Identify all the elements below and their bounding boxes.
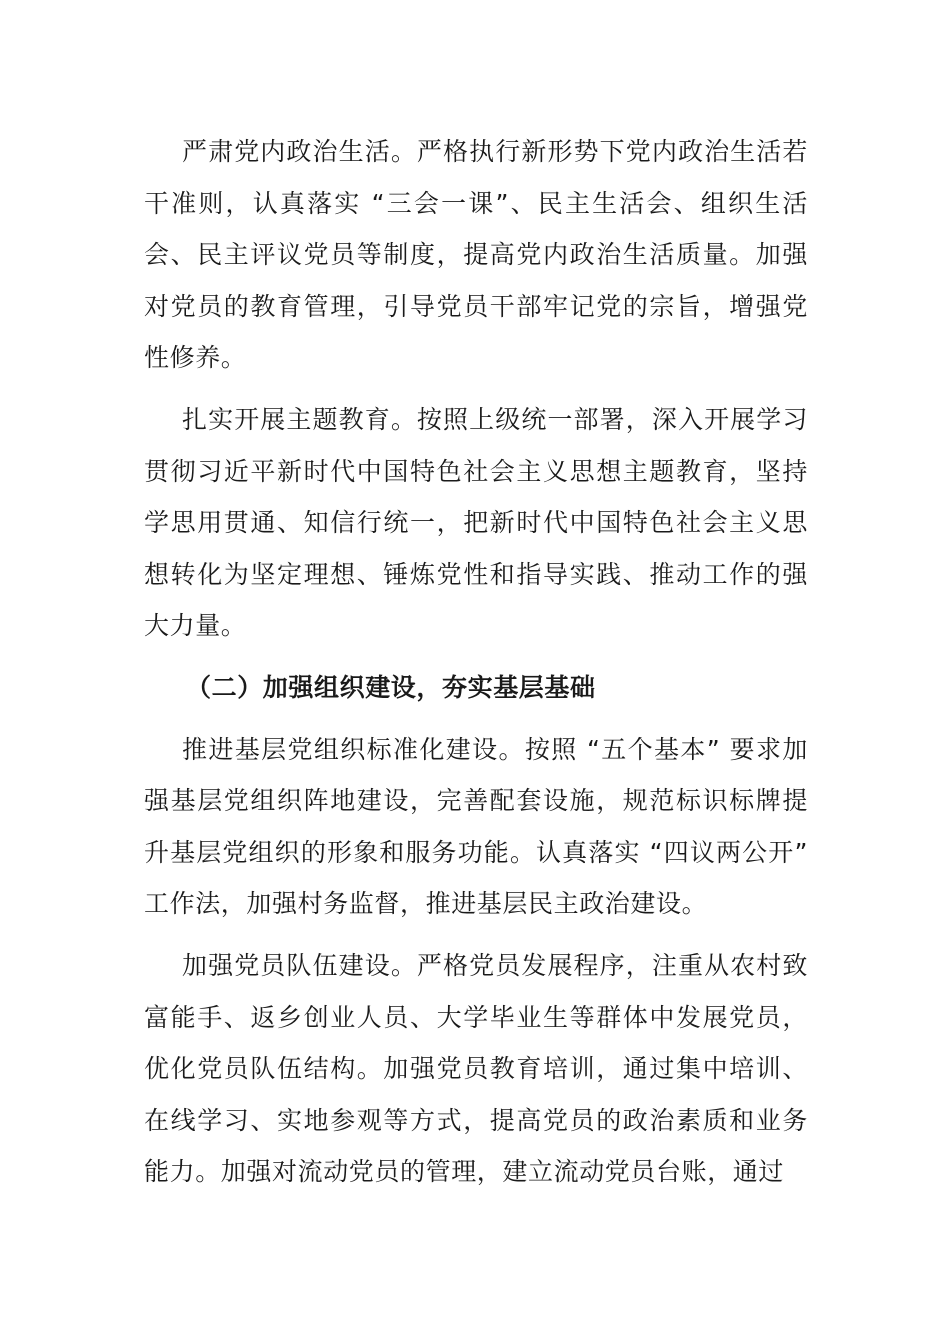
document-body bbox=[144, 126, 808, 1198]
paragraph-gap bbox=[144, 714, 808, 724]
paragraph-theme-education: 扎实开展主题教育。按照上级统一部署，深入开展学习贯彻习近平新时代中国特色社会主义思想主题教育，坚持学思用贯通、知信行统一，把新时代中国特色社会主义思想转化为坚定理想、锤炼党性和指导实践、推动工作的强大力量。 bbox=[144, 404, 808, 641]
paragraph-standardization: 推进基层党组织标准化建设。按照 “五个基本” 要求加强基层党组织阵地建设，完善配套设施，规范标识标牌提升基层党组织的形象和服务功能。认真落实 “四议两公开” 工作法，加强村务监督，推进基层民主政治建设。 bbox=[144, 734, 808, 919]
section-heading: （二）加强组织建设，夯实基层基础 bbox=[186, 672, 596, 702]
paragraph-gap bbox=[144, 652, 808, 662]
paragraph-gap bbox=[144, 384, 808, 394]
paragraph-party-political-life: 严肃党内政治生活。严格执行新形势下党内政治生活若干准则，认真落实 “三会一课”、民主生活会、组织生活会、民主评议党员等制度，提高党内政治生活质量。加强对党员的教育管理，引导党员干部牢记党的宗旨，增强党性修养。 bbox=[144, 137, 808, 373]
paragraph-gap bbox=[144, 930, 808, 940]
paragraph-member-team: 加强党员队伍建设。严格党员发展程序，注重从农村致富能手、返乡创业人员、大学毕业生等群体中发展党员，优化党员队伍结构。加强党员教育培训，通过集中培训、在线学习、实地参观等方式，提高党员的政治素质和业务能力。加强对流动党员的管理，建立流动党员台账，通过 bbox=[144, 950, 808, 1187]
